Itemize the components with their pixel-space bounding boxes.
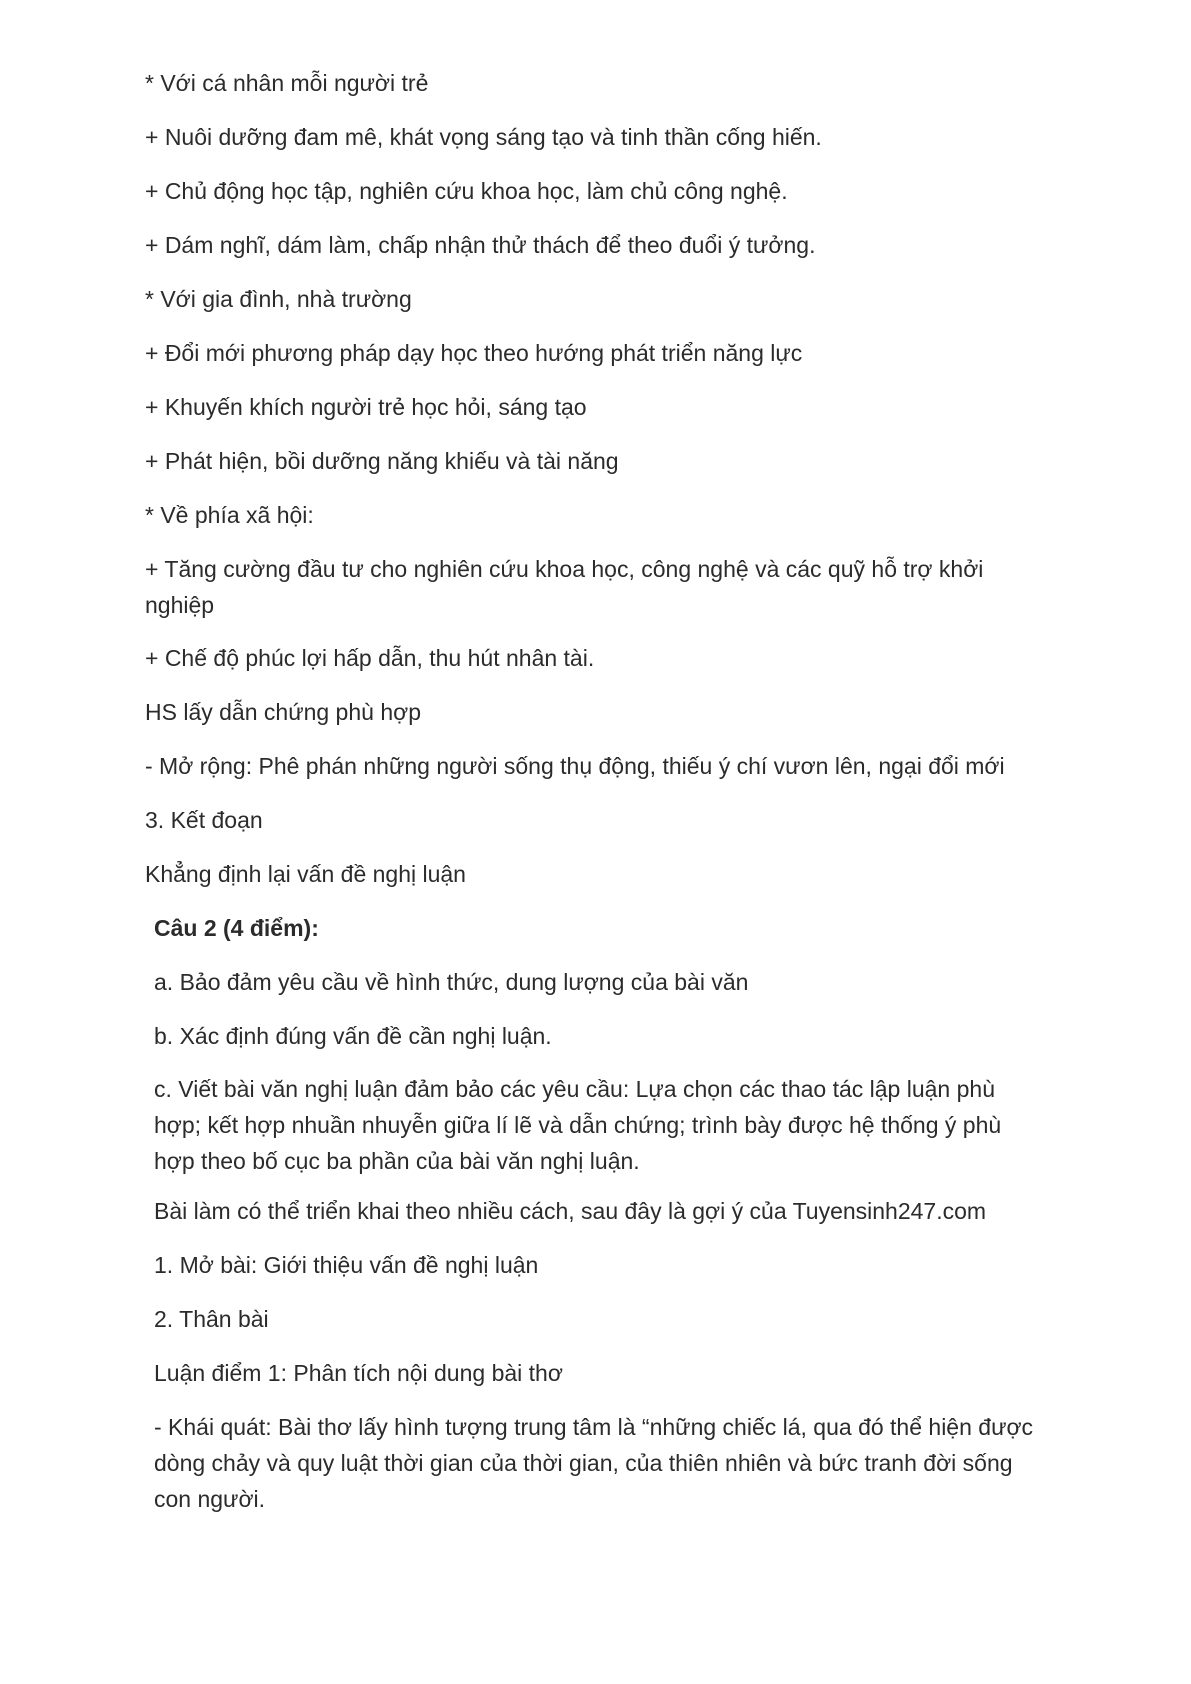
text-line: + Chế độ phúc lợi hấp dẫn, thu hút nhân tài.: [145, 645, 595, 671]
text-paragraph: c. Viết bài văn nghị luận đảm bảo các yêu cầu: Lựa chọn các thao tác lập luận phù hợp; kết hợp nhuần nhuyễn giữa lí lẽ và dẫn chứng; trình bày được hệ thống ý phù hợp theo bố cục ba phần của bài văn nghị luận.: [154, 1076, 1002, 1174]
text-line: * Với cá nhân mỗi người trẻ: [145, 70, 429, 96]
text-line: Luận điểm 1: Phân tích nội dung bài thơ: [154, 1360, 563, 1386]
text-line: * Về phía xã hội:: [145, 502, 314, 528]
text-paragraph: - Khái quát: Bài thơ lấy hình tượng trung tâm là “những chiếc lá, qua đó thể hiện được dòng chảy và quy luật thời gian của thời gian, của thiên nhiên và bức tranh đời sống con người.: [154, 1414, 1034, 1512]
text-line: + Dám nghĩ, dám làm, chấp nhận thử thách để theo đuổi ý tưởng.: [145, 232, 816, 258]
text-line: + Chủ động học tập, nghiên cứu khoa học, làm chủ công nghệ.: [145, 178, 788, 204]
question-heading: Câu 2 (4 điểm):: [154, 915, 319, 941]
text-line: b. Xác định đúng vấn đề cần nghị luận.: [154, 1023, 552, 1049]
text-line: + Phát hiện, bồi dưỡng năng khiếu và tài năng: [145, 448, 619, 474]
text-line: - Mở rộng: Phê phán những người sống thụ động, thiếu ý chí vươn lên, ngại đổi mới: [145, 753, 1005, 779]
text-line: HS lấy dẫn chứng phù hợp: [145, 699, 421, 725]
text-line: Bài làm có thể triển khai theo nhiều cách, sau đây là gợi ý của Tuyensinh247.com: [154, 1198, 987, 1224]
text-line: Khẳng định lại vấn đề nghị luận: [145, 861, 466, 887]
text-line: + Khuyến khích người trẻ học hỏi, sáng tạo: [145, 394, 587, 420]
text-line: 3. Kết đoạn: [145, 807, 263, 833]
text-line: + Đổi mới phương pháp dạy học theo hướng phát triển năng lực: [145, 340, 803, 366]
text-line: 1. Mở bài: Giới thiệu vấn đề nghị luận: [154, 1252, 539, 1278]
text-paragraph: + Tăng cường đầu tư cho nghiên cứu khoa học, công nghệ và các quỹ hỗ trợ khởi nghiệp: [145, 556, 984, 618]
text-line: * Với gia đình, nhà trường: [145, 286, 412, 312]
text-line: 2. Thân bài: [154, 1306, 269, 1332]
text-line: + Nuôi dưỡng đam mê, khát vọng sáng tạo và tinh thần cống hiến.: [145, 124, 822, 150]
text-line: a. Bảo đảm yêu cầu về hình thức, dung lượng của bài văn: [154, 969, 749, 995]
